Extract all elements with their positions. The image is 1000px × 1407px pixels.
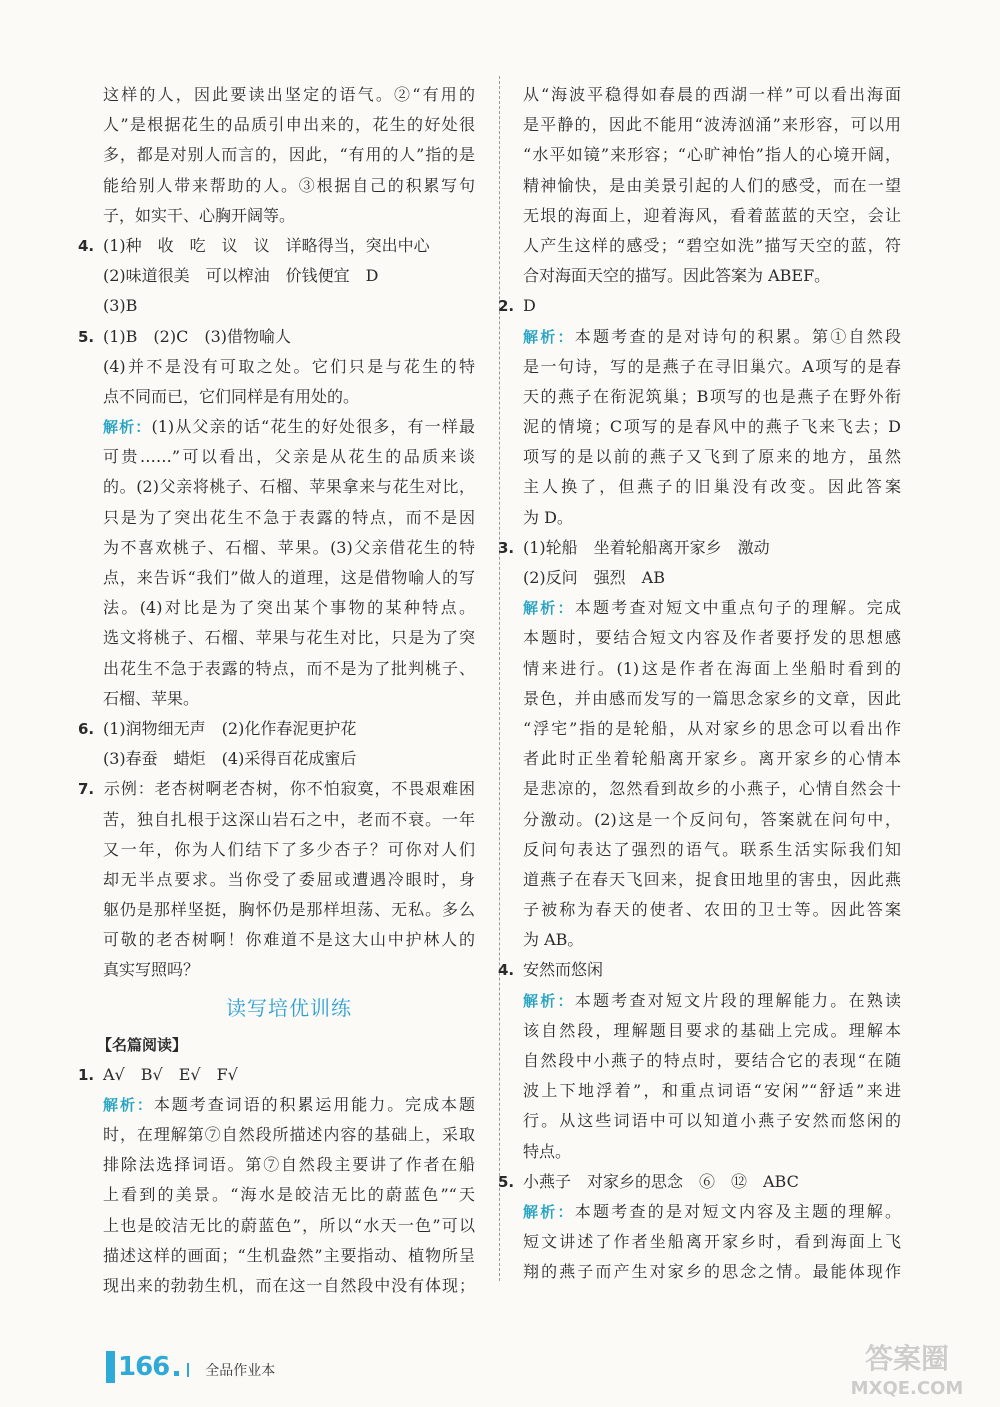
explanation-line: “浮宅”指的是轮船，从对家乡的思念可以看出作 bbox=[523, 718, 901, 738]
question-number: 5. bbox=[78, 327, 95, 346]
explanation-line bbox=[523, 593, 901, 623]
explanation-line: 是一句诗，写的是燕子在寻旧巢穴。A项写的是春 bbox=[523, 356, 901, 376]
explanation-line bbox=[523, 1197, 901, 1227]
text-line: “水平如镜”来形容；“心旷神怡”指人的心境开阔， bbox=[523, 145, 901, 165]
answer-5 bbox=[78, 322, 475, 352]
explanation-line: 子被称为春天的使者、农田的卫士等。因此答案 bbox=[523, 900, 901, 920]
text-line: 子，如实干、心胸开阔等。 bbox=[103, 205, 296, 225]
question-number: 6. bbox=[78, 719, 95, 738]
answer-text: (1)润物细无声 (2)化作春泥更护花 bbox=[103, 718, 357, 738]
text-line: 合对海面天空的描写。因此答案为 ABEF。 bbox=[523, 266, 831, 286]
text-line: 能给别人带来帮助的人。③根据自己的积累写句 bbox=[103, 175, 475, 195]
explanation-line: 排除法选择词语。第⑦自然段主要讲了作者在船 bbox=[103, 1155, 475, 1175]
answer-1 bbox=[78, 1060, 475, 1090]
explanation-line: 现出来的勃勃生机，而在这一自然段中没有体现； bbox=[103, 1275, 475, 1295]
explanation-text: (1)从父亲的话“花生的好处很多，有一样最 bbox=[151, 417, 475, 437]
answer-text: (1)B (2)C (3)借物喻人 bbox=[103, 326, 291, 346]
explanation-line bbox=[523, 986, 901, 1016]
page-number: 166 bbox=[118, 1352, 170, 1382]
text-line: 多，都是对别人而言的，因此，“有用的人”指的是 bbox=[103, 145, 475, 165]
explanation-line: 出花生不急于表露的特点，而不是为了批判桃子、 bbox=[103, 658, 475, 678]
explanation-label: 解析： bbox=[523, 991, 575, 1010]
text-line: 精神愉快，是由美景引起的人们的感受，而在一望 bbox=[523, 175, 901, 195]
answer-text: 小燕子 对家乡的思念 ⑥ ⑫ ABC bbox=[523, 1171, 799, 1191]
explanation-label: 解析： bbox=[523, 1202, 575, 1221]
answer-text: (1)种 收 吃 议 议 详略得当，突出中心 bbox=[103, 235, 430, 255]
answer-text: (2)反问 强烈 AB bbox=[523, 568, 665, 587]
answer-text: 点不同而已，它们同样是有用处的。 bbox=[103, 386, 360, 406]
explanation-line: 该自然段，理解题目要求的基础上完成。理解本 bbox=[523, 1020, 901, 1040]
answer-text: (4)并不是没有可取之处。它们只是与花生的特 bbox=[103, 356, 475, 376]
explanation-line: 选文将桃子、石榴、苹果与花生对比，只是为了突 bbox=[103, 628, 475, 648]
answer-text: 真实写照吗？ bbox=[103, 960, 200, 980]
question-number: 7. bbox=[78, 780, 95, 799]
answer-text: 又一年，你为人们结下了多少杏子？可你对人们 bbox=[103, 839, 475, 859]
answer-text: 安然而悠闲 bbox=[523, 960, 604, 980]
answer-text: 示例：老杏树啊老杏树，你不怕寂寞，不畏艰难困 bbox=[103, 779, 475, 799]
explanation-text: 本题考查的是对短文内容及主题的理解。 bbox=[574, 1201, 901, 1221]
explanation-label: 解析： bbox=[523, 599, 575, 618]
explanation-line: 描述这样的画面；“生机盎然”主要指动、植物所呈 bbox=[103, 1245, 475, 1265]
explanation-line: 为不喜欢桃子、石榴、苹果。(3)父亲借花生的特 bbox=[103, 537, 475, 557]
explanation-line: 分激动。(2)这是一个反问句，答案就在问句中， bbox=[523, 809, 901, 829]
explanation-line: 时，在理解第⑦自然段所描述内容的基础上，采取 bbox=[103, 1125, 475, 1144]
explanation-text: 本题考查对短文中重点句子的理解。完成 bbox=[574, 598, 901, 618]
explanation-line: 本题时，要结合短文内容及作者要抒发的思想感 bbox=[523, 628, 901, 648]
explanation-text: 本题考查词语的积累运用能力。完成本题 bbox=[153, 1094, 475, 1114]
left-column bbox=[78, 80, 475, 1301]
question-number: 5. bbox=[498, 1172, 515, 1191]
footer-bar bbox=[106, 1351, 115, 1383]
explanation-line bbox=[523, 322, 901, 352]
explanation-label: 解析： bbox=[103, 418, 152, 437]
explanation-line: 翔的燕子而产生对家乡的思念之情。最能体现作 bbox=[523, 1262, 901, 1282]
text-line: 是平静的，因此不能用“波涛汹涌”来形容，可以用 bbox=[523, 115, 901, 135]
explanation-line: 项写的是以前的燕子又飞到了原来的地方，虽然 bbox=[523, 447, 901, 467]
explanation-line: 行。从这些词语中可以知道小燕子安然而悠闲的 bbox=[523, 1111, 901, 1131]
section-subheading: 【名篇阅读】 bbox=[97, 1035, 188, 1054]
explanation-line: 者此时正坐着轮船离开家乡。离开家乡的心情本 bbox=[523, 749, 901, 769]
answer-text: 却无半点要求。当你受了委屈或遭遇冷眼时，身 bbox=[103, 869, 475, 889]
explanation-line: 波上下地浮着”，和重点词语“安闲”“舒适”来进 bbox=[523, 1081, 901, 1101]
text-line: 从“海波平稳得如春晨的西湖一样”可以看出海面 bbox=[523, 85, 901, 104]
explanation-line: 的。(2)父亲将桃子、石榴、苹果拿来与花生对比， bbox=[103, 477, 475, 497]
answer-text: (3)B bbox=[103, 296, 138, 316]
explanation-line: 上也是皎洁无比的蔚蓝色”，所以“水天一色”可以 bbox=[103, 1215, 475, 1235]
explanation-line: 法。(4)对比是为了突出某个事物的某种特点。 bbox=[103, 598, 475, 618]
explanation-line: 泥的情境；C项写的是春风中的燕子飞来飞去；D bbox=[523, 417, 901, 437]
answer-3 bbox=[498, 533, 901, 563]
right-column bbox=[498, 80, 901, 1288]
explanation-line: 景色，并由感而发写的一篇思念家乡的文章，因此 bbox=[523, 688, 901, 708]
explanation-line bbox=[103, 412, 475, 442]
explanation-line: 反问句表达了强烈的语气。联系生活实际我们知 bbox=[523, 839, 901, 859]
answer-2 bbox=[498, 291, 901, 321]
answer-text: D bbox=[523, 296, 536, 316]
explanation-line: 天的燕子在衔泥筑巢；B项写的也是燕子在野外衔 bbox=[523, 386, 901, 406]
answer-text: (2)味道很美 可以榨油 价钱便宜 D bbox=[103, 266, 379, 286]
answer-5 bbox=[498, 1167, 901, 1197]
page-footer bbox=[106, 1349, 275, 1385]
explanation-line: 道燕子在春天飞回来，捉食田地里的害虫，因此燕 bbox=[523, 869, 901, 889]
question-number: 3. bbox=[498, 538, 515, 557]
section-title: 读写培优训练 bbox=[226, 995, 352, 1020]
text-line: 这样的人，因此要读出坚定的语气。②“有用的 bbox=[103, 85, 475, 104]
explanation-line: 情来进行。(1)这是作者在海面上坐船时看到的 bbox=[523, 658, 901, 678]
answer-7 bbox=[78, 774, 475, 804]
watermark-url: MXQE.COM bbox=[850, 1378, 964, 1399]
explanation-line: 自然段中小燕子的特点时，要结合它的表现“在随 bbox=[523, 1051, 901, 1070]
explanation-text: 本题考查对短文片段的理解能力。在熟读 bbox=[574, 990, 901, 1010]
explanation-label: 解析： bbox=[103, 1095, 154, 1114]
answer-6 bbox=[78, 714, 475, 744]
answer-4 bbox=[498, 955, 901, 985]
explanation-line: 可贵……”可以看出，父亲是从花生的品质来谈 bbox=[103, 447, 475, 467]
question-number: 4. bbox=[78, 236, 95, 255]
question-number: 2. bbox=[498, 297, 515, 316]
text-line: 人产生这样的感受；“碧空如洗”描写天空的蓝，符 bbox=[523, 235, 901, 255]
explanation-line: 为 D。 bbox=[523, 507, 573, 527]
explanation-line: 为 AB。 bbox=[523, 930, 584, 950]
answer-4 bbox=[78, 231, 475, 261]
answer-text: 躯仍是那样坚挺，胸怀仍是那样坦荡、无私。多么 bbox=[103, 900, 475, 920]
text-line: 无垠的海面上，迎着海风，看着蓝蓝的天空，会让 bbox=[523, 205, 901, 225]
question-number: 4. bbox=[498, 961, 515, 980]
explanation-line: 是悲凉的，忽然看到故乡的小燕子，心情自然会十 bbox=[523, 779, 901, 799]
text-line: 人”是根据花生的品质引申出来的，花生的好处很 bbox=[103, 115, 475, 135]
column-divider bbox=[499, 76, 500, 1281]
answer-text: (3)春蚕 蜡炬 (4)采得百花成蜜后 bbox=[103, 749, 357, 769]
explanation-label: 解析： bbox=[523, 327, 575, 346]
watermark-logo bbox=[822, 1338, 992, 1400]
answer-text: (1)轮船 坐着轮船离开家乡 激动 bbox=[523, 537, 770, 557]
explanation-line: 上看到的美景。“海水是皎洁无比的蔚蓝色”“天 bbox=[103, 1185, 475, 1205]
explanation-line: 只是为了突出花生不急于表露的特点，而不是因 bbox=[103, 507, 475, 527]
explanation-line: 石榴、苹果。 bbox=[103, 688, 200, 708]
answer-text: A√ B√ E√ F√ bbox=[103, 1064, 238, 1084]
answer-text: 苦，独自扎根于这深山岩石之中，老而不衰。一年 bbox=[103, 809, 475, 829]
watermark-title: 答案圈 bbox=[864, 1342, 950, 1375]
answer-text: 可敬的老杏树啊！你难道不是这大山中护林人的 bbox=[103, 930, 475, 950]
book-name: 全品作业本 bbox=[205, 1363, 276, 1379]
question-number: 1. bbox=[78, 1065, 95, 1084]
explanation-line: 点，来告诉“我们”做人的道理，这是借物喻人的写 bbox=[103, 568, 475, 587]
footer-separator bbox=[187, 1363, 189, 1377]
explanation-line bbox=[103, 1090, 475, 1120]
explanation-line: 主人换了，但燕子的旧巢没有改变。因此答案 bbox=[523, 477, 901, 497]
explanation-text: 本题考查的是对诗句的积累。第①自然段 bbox=[574, 326, 901, 346]
footer-dot bbox=[174, 1371, 179, 1376]
explanation-line: 短文讲述了作者坐船离开家乡时，看到海面上飞 bbox=[523, 1232, 901, 1252]
explanation-line: 特点。 bbox=[523, 1141, 572, 1161]
